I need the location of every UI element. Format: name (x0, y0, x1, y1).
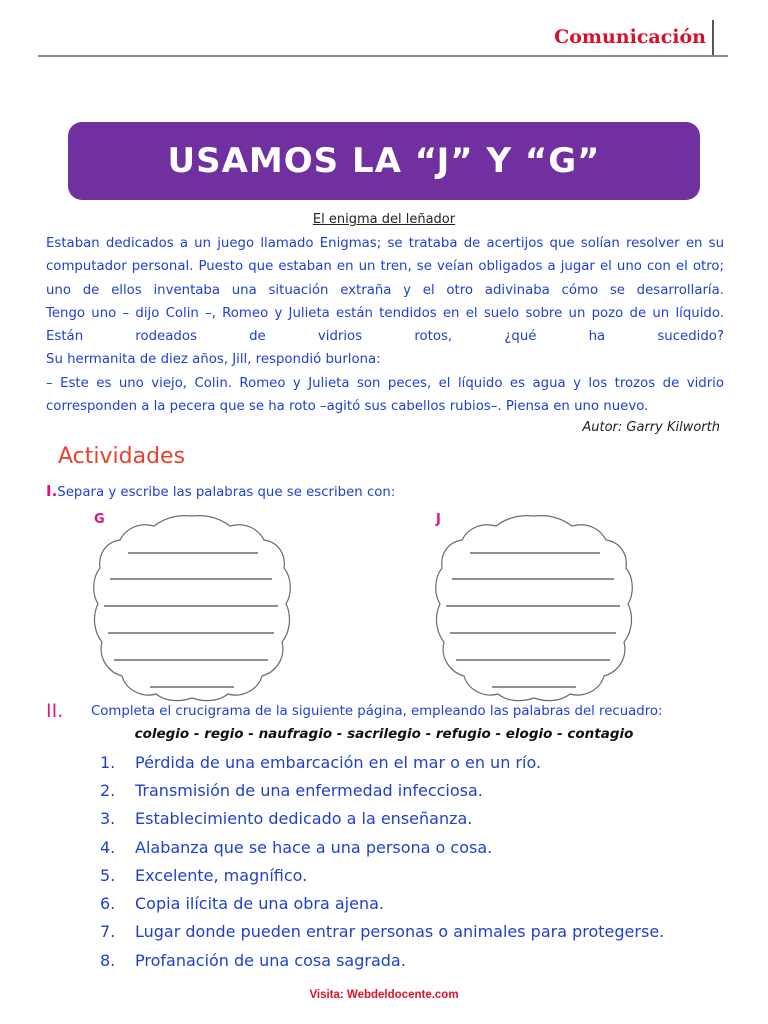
item-number: 3. (100, 809, 116, 829)
item-text: Transmisión de una enfermedad infecciosa. (135, 780, 483, 800)
item-number: 7. (100, 922, 116, 942)
list-item (100, 833, 664, 861)
footer-link[interactable]: Visita: Webdeldocente.com (309, 989, 459, 1001)
item-text: Lugar donde pueden entrar personas o animales para protegerse. (135, 922, 665, 942)
activity-2-instruction: Completa el crucigrama de la siguiente página, empleando las palabras del recuadro: (91, 704, 663, 719)
activity-2-numeral: II. (46, 700, 64, 722)
letter-g-label: G (94, 512, 105, 527)
item-number: 5. (100, 865, 116, 885)
definitions-list (100, 748, 664, 974)
word-bank: colegio - regio - naufragio - sacrilegio - refugio - elogio - contagio (134, 726, 634, 742)
activities-heading: Actividades (58, 444, 186, 469)
story-title: El enigma del leñador (312, 212, 456, 227)
item-text: Profanación de una cosa sagrada. (135, 950, 406, 970)
item-text: Alabanza que se hace a una persona o cosa. (135, 837, 493, 857)
list-item (100, 748, 664, 776)
header-divider (38, 55, 728, 57)
list-item (100, 805, 664, 833)
list-item (100, 918, 664, 946)
subject-header: Comunicación (554, 26, 706, 48)
item-number: 2. (100, 780, 116, 800)
list-item (100, 889, 664, 917)
item-text: Pérdida de una embarcación en el mar o en un río. (135, 752, 542, 772)
story-body (46, 232, 724, 418)
list-item (100, 861, 664, 889)
story-paragraph: – Este es uno viejo, Colin. Romeo y Julieta son peces, el líquido es agua y los trozos de vidrio corresponden a la pecera que se ha roto –agitó sus cabellos rubios–. Piensa en uno nuevo. (46, 375, 724, 415)
item-number: 8. (100, 950, 116, 970)
item-number: 6. (100, 894, 116, 914)
header-divider-vertical (712, 20, 714, 57)
story-paragraph: Estaban dedicados a un juego llamado Enigmas; se trataba de acertijos que solían resolver en su computador personal. Puesto que estaban en un tren, se veían obligados a jugar el uno con el otro; uno de ellos inventaba una situación extraña y el otro adivinaba cómo se desarrollaría. (46, 236, 724, 298)
list-item (100, 946, 664, 974)
list-item (100, 776, 664, 804)
item-text: Establecimiento dedicado a la enseñanza. (135, 809, 473, 829)
story-paragraph: Su hermanita de diez años, Jill, respondió burlona: (46, 352, 381, 368)
j-word-cloud (434, 512, 634, 702)
page-title: USAMOS LA “J” Y “G” (167, 141, 601, 181)
item-text: Excelente, magnífico. (135, 865, 308, 885)
letter-j-label: J (436, 512, 441, 527)
item-number: 1. (100, 752, 116, 772)
story-author: Autor: Garry Kilworth (582, 420, 720, 435)
title-banner (68, 122, 700, 200)
story-paragraph: Tengo uno – dijo Colin –, Romeo y Julieta están tendidos en el suelo sobre un pozo de un líquido. Están rodeados de vidrios rotos, ¿qué ha sucedido? (46, 305, 724, 345)
item-text: Copia ilícita de una obra ajena. (135, 894, 384, 914)
activity-1-instruction (46, 482, 395, 500)
g-word-cloud (92, 512, 292, 702)
activity-1-numeral: I. (46, 482, 58, 500)
item-number: 4. (100, 837, 116, 857)
activity-1-text: Separa y escribe las palabras que se escriben con: (57, 485, 396, 500)
